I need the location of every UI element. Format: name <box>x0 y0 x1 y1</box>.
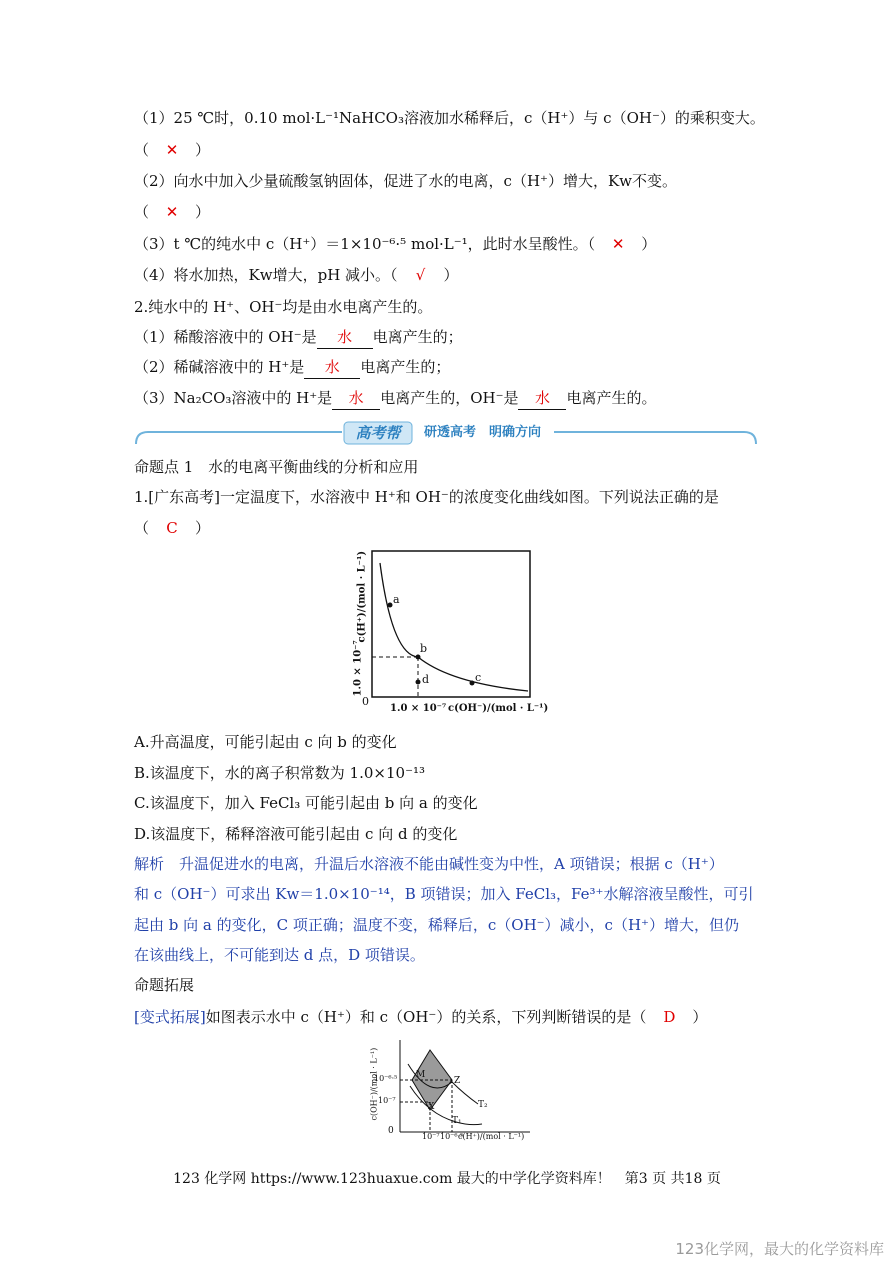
x-axis-label: c(OH⁻)/(mol · L⁻¹) <box>448 703 549 714</box>
banner-badge: 高考帮 <box>355 424 401 442</box>
q1-item-1: （1）25 ℃时，0.10 mol·L⁻¹NaHCO₃溶液加水稀释后，c（H⁺）与 c（OH⁻）的乘积变大。 <box>134 109 765 127</box>
label-t1: T₁ <box>452 1116 462 1126</box>
x-tick-high: 10⁻⁶·⁵ <box>440 1132 464 1141</box>
q2-item-2: （2）稀碱溶液中的 H⁺是 水 电离产生的； <box>134 356 450 379</box>
q1-item-2-answer: （ ✕ ） <box>134 203 211 221</box>
q1-item-1-answer: （ ✕ ） <box>134 141 211 159</box>
point-a-label: a <box>393 593 400 606</box>
analysis-line-4: 在该曲线上，不可能到达 d 点，D 项错误。 <box>134 946 425 964</box>
banner-slogan: 研透高考 明确方向 <box>424 425 542 440</box>
q1-item-2: （2）向水中加入少量硫酸氢钠固体，促进了水的电离，c（H⁺）增大，Kw不变。 <box>134 172 677 190</box>
label-x: X <box>428 1102 435 1112</box>
point-d-label: d <box>422 673 430 686</box>
origin-label: 0 <box>362 695 369 708</box>
y-tick-label: 1.0 × 10⁻⁷ <box>352 640 364 697</box>
q1-item-4: （4）将水加热，Kw增大，pH 减小。（ √ ） <box>134 266 459 284</box>
y-tick-low: 10⁻⁷ <box>378 1096 396 1105</box>
label-t2: T₂ <box>478 1100 488 1110</box>
topic-title: 命题点 1 水的电离平衡曲线的分析和应用 <box>134 458 419 476</box>
option-c: C.该温度下，加入 FeCl₃ 可能引起由 b 向 a 的变化 <box>134 794 478 812</box>
figure-1-chart <box>350 545 550 720</box>
label-z: Z <box>454 1076 461 1086</box>
page-footer: 123 化学网 https://www.123huaxue.com 最大的中学化学资料库！ 第3 页 共18 页 <box>173 1171 721 1187</box>
origin-label-2: 0 <box>388 1126 394 1136</box>
y-axis-label: c(H⁺)/(mol · L⁻¹) <box>356 550 368 643</box>
figure-2-chart <box>360 1036 540 1146</box>
analysis-line-2: 和 c（OH⁻）可求出 Kw＝1.0×10⁻¹⁴，B 项错误；加入 FeCl₃，Fe³⁺水解溶液呈酸性，可引 <box>134 885 754 903</box>
y-tick-high: 10⁻⁶·⁵ <box>374 1074 398 1083</box>
point-b-label: b <box>420 642 428 655</box>
problem-1-stem: 1.[广东高考]一定温度下，水溶液中 H⁺和 OH⁻的浓度变化曲线如图。下列说法正确的是 <box>134 488 719 506</box>
x-tick-low: 10⁻⁷ <box>422 1132 440 1141</box>
y-axis-label-2: c(OH⁻)/(mol · L⁻¹) <box>369 1047 379 1121</box>
point-c-label: c <box>475 671 482 684</box>
label-m: M <box>416 1070 426 1080</box>
problem-1-answer: （ C ） <box>134 519 211 537</box>
analysis-line-1: 解析 升温促进水的电离，升温后水溶液不能由碱性变为中性，A 项错误；根据 c（H⁺） <box>134 855 724 873</box>
analysis-label: 解析 <box>134 855 165 873</box>
analysis-line-3: 起由 b 向 a 的变化，C 项正确；温度不变，稀释后，c（OH⁻）减小，c（H⁺）增大，但仍 <box>134 916 739 934</box>
q1-item-3: （3）t ℃的纯水中 c（H⁺）＝1×10⁻⁶·⁵ mol·L⁻¹，此时水呈酸性。（ ✕ ） <box>134 235 657 253</box>
watermark: 123化学网，最大的化学资料库 <box>675 1240 884 1258</box>
x-axis-label-2: c(H⁺)/(mol · L⁻¹) <box>458 1132 525 1141</box>
option-a: A.升高温度，可能引起由 c 向 b 的变化 <box>134 733 397 751</box>
extension-stem: [变式拓展]如图表示水中 c（H⁺）和 c（OH⁻）的关系，下列判断错误的是（ D ） <box>134 1008 708 1026</box>
q2-item-3: （3）Na₂CO₃溶液中的 H⁺是 水 电离产生的，OH⁻是 水 电离产生的。 <box>134 387 657 410</box>
option-d: D.该温度下，稀释溶液可能引起由 c 向 d 的变化 <box>134 825 458 843</box>
extension-heading: 命题拓展 <box>134 976 195 994</box>
option-b: B.该温度下，水的离子积常数为 1.0×10⁻¹³ <box>134 764 426 782</box>
section-banner <box>134 420 758 446</box>
x-tick-label: 1.0 × 10⁻⁷ <box>390 703 447 714</box>
q2-title: 2.纯水中的 H⁺、OH⁻均是由水电离产生的。 <box>134 298 433 316</box>
q2-item-1: （1）稀酸溶液中的 OH⁻是 水 电离产生的； <box>134 326 463 349</box>
